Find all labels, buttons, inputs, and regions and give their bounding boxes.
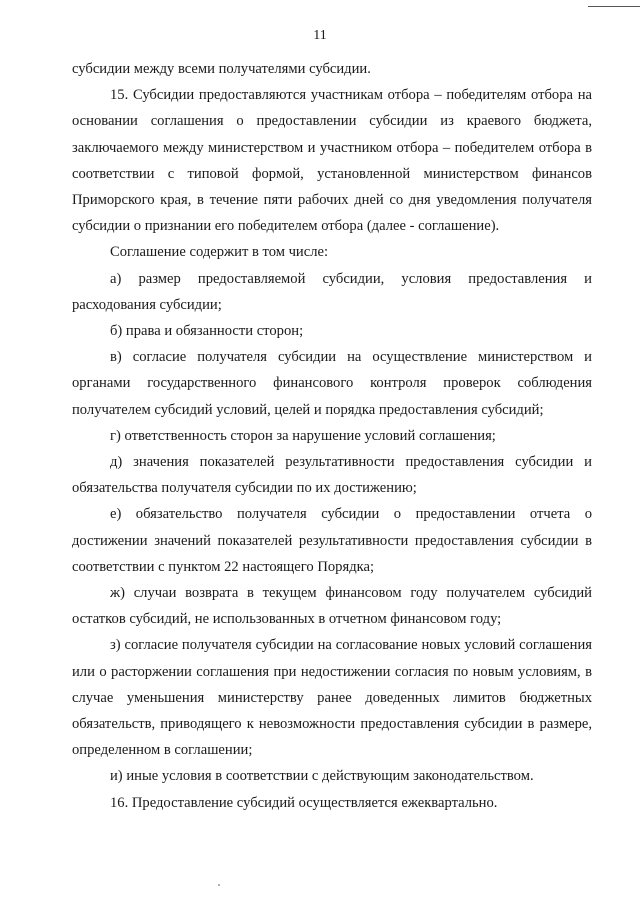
scan-speck <box>218 884 220 886</box>
paragraph-clause-15: 15. Субсидии предоставляются участникам отбора – победителям отбора на основании соглашения о предоставлении субсидии из краевого бюджета, заключаемого между министерством и участником отбора – победителем отбора в соответствии с типовой формой, установленной министерством финансов Приморского края, в течение пяти рабочих дней со дня уведомления получателя субсидии о признании его победителем отбора (далее - соглашение). <box>72 87 592 235</box>
corner-rule <box>588 6 640 7</box>
document-body <box>72 56 592 816</box>
list-item-d: д) значения показателей результативности предоставления субсидии и обязательства получателя субсидии по их достижению; <box>72 454 592 497</box>
paragraph-agreement-intro: Соглашение содержит в том числе: <box>110 244 329 261</box>
list-item-e: е) обязательство получателя субсидии о предоставлении отчета о достижении значений показателей результативности предоставления субсидии в соответствии с пунктом 22 настоящего Порядка; <box>72 506 592 575</box>
list-item-v: в) согласие получателя субсидии на осуществление министерством и органами государственного финансового контроля проверок соблюдения получателем субсидий условий, целей и порядка предоставления субсидий; <box>72 349 592 418</box>
paragraph-continuation: субсидии между всеми получателями субсидии. <box>72 61 371 77</box>
page-number: 11 <box>313 28 327 43</box>
list-item-zh: ж) случаи возврата в текущем финансовом году получателем субсидий остатков субсидий, не использованных в отчетном финансовом году; <box>72 585 592 628</box>
list-item-g: г) ответственность сторон за нарушение условий соглашения; <box>110 427 496 444</box>
list-item-a: а) размер предоставляемой субсидии, условия предоставления и расходования субсидии; <box>72 270 592 313</box>
list-item-z: з) согласие получателя субсидии на согласование новых условий соглашения или о расторжении соглашения при недостижении согласия по новым условиям, в случае уменьшения министерству ранее доведенных лимитов бюджетных обязательств, приводящего к невозможности предоставления субсидии в размере, определенном в соглашении; <box>72 637 592 759</box>
list-item-b: б) права и обязанности сторон; <box>110 323 304 340</box>
list-item-i: и) иные условия в соответствии с действующим законодательством. <box>110 768 534 785</box>
paragraph-clause-16: 16. Предоставление субсидий осуществляется ежеквартально. <box>110 794 498 811</box>
